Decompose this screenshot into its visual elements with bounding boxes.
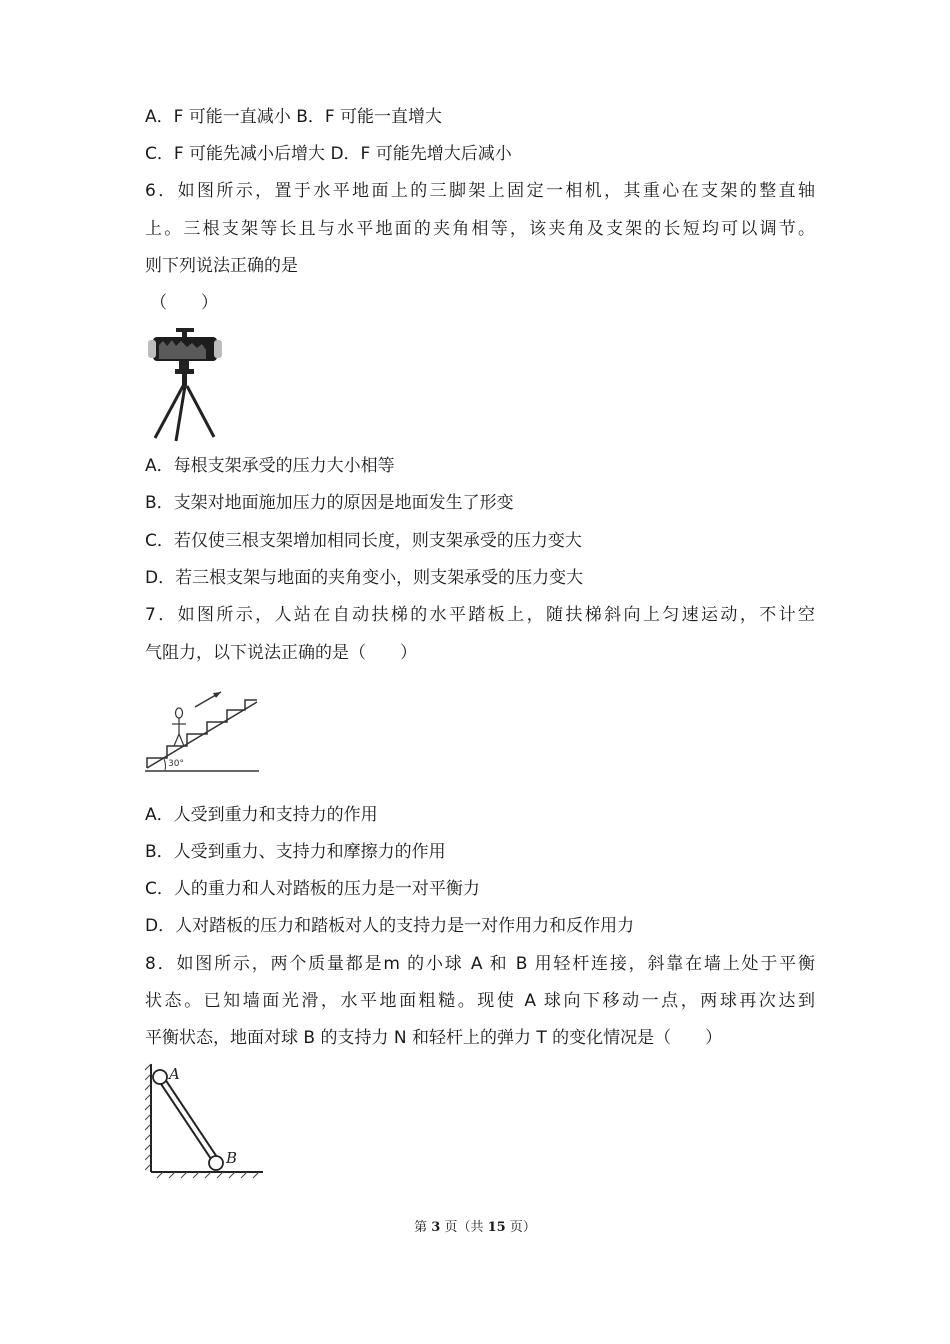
q7-option-d: D．人对踏板的压力和踏板对人的支持力是一对作用力和反作用力	[145, 916, 635, 936]
footer-total-pages: 15	[487, 1220, 506, 1235]
q7-option-a: A．人受到重力和支持力的作用	[145, 805, 378, 825]
q7-stem-line-1: 7．如图所示，人站在自动扶梯的水平踏板上，随扶梯斜向上匀速运动，不计空	[145, 605, 815, 625]
escalator-angle-label: 30°	[168, 759, 184, 769]
q8-stem-line-3: 平衡状态，地面对球 B 的支持力 N 和轻杆上的弹力 T 的变化情况是（ ）	[145, 1028, 723, 1048]
footer-page-number: 3	[431, 1220, 441, 1235]
q6-option-a: A．每根支架承受的压力大小相等	[145, 456, 395, 476]
footer-prefix: 第	[414, 1220, 428, 1235]
q7-option-b: B．人受到重力、支持力和摩擦力的作用	[145, 842, 446, 862]
footer-suffix: 页）	[509, 1220, 536, 1235]
escalator-figure	[145, 678, 263, 776]
q6-stem-line-3: 则下列说法正确的是	[145, 256, 298, 276]
q6-option-c: C．若仅使三根支架增加相同长度，则支架承受的压力变大	[145, 531, 582, 551]
footer-mid: 页（共	[444, 1220, 484, 1235]
q6-option-b: B．支架对地面施加压力的原因是地面发生了形变	[145, 493, 514, 513]
q7-option-c: C．人的重力和人对踏板的压力是一对平衡力	[145, 879, 480, 899]
q6-option-d: D．若三根支架与地面的夹角变小，则支架承受的压力变大	[145, 568, 584, 588]
line-q5-cd: C．F 可能先减小后增大 D．F 可能先增大后减小	[145, 144, 512, 164]
q7-stem-line-2: 气阻力，以下说法正确的是（ ）	[145, 643, 417, 663]
page-footer	[0, 1216, 950, 1235]
q6-stem-line-2: 上。三根支架等长且与水平地面的夹角相等，该夹角及支架的长短均可以调节。	[145, 219, 815, 239]
q6-stem-line-1: 6．如图所示，置于水平地面上的三脚架上固定一相机，其重心在支架的整直轴	[145, 181, 815, 201]
ball-a-label: A	[169, 1065, 180, 1083]
line-q5-ab: A．F 可能一直减小 B．F 可能一直增大	[145, 107, 443, 127]
q6-answer-paren: （ ）	[150, 293, 218, 313]
tripod-camera-figure	[145, 325, 225, 447]
q8-stem-line-2: 状态。已知墙面光滑，水平地面粗糙。现使 A 球向下移动一点，两球再次达到	[145, 991, 815, 1011]
q8-stem-line-1: 8．如图所示，两个质量都是m 的小球 A 和 B 用轻杆连接，斜靠在墙上处于平衡	[145, 954, 815, 974]
ball-b-label: B	[226, 1149, 238, 1167]
wall-rod-figure	[145, 1062, 265, 1180]
